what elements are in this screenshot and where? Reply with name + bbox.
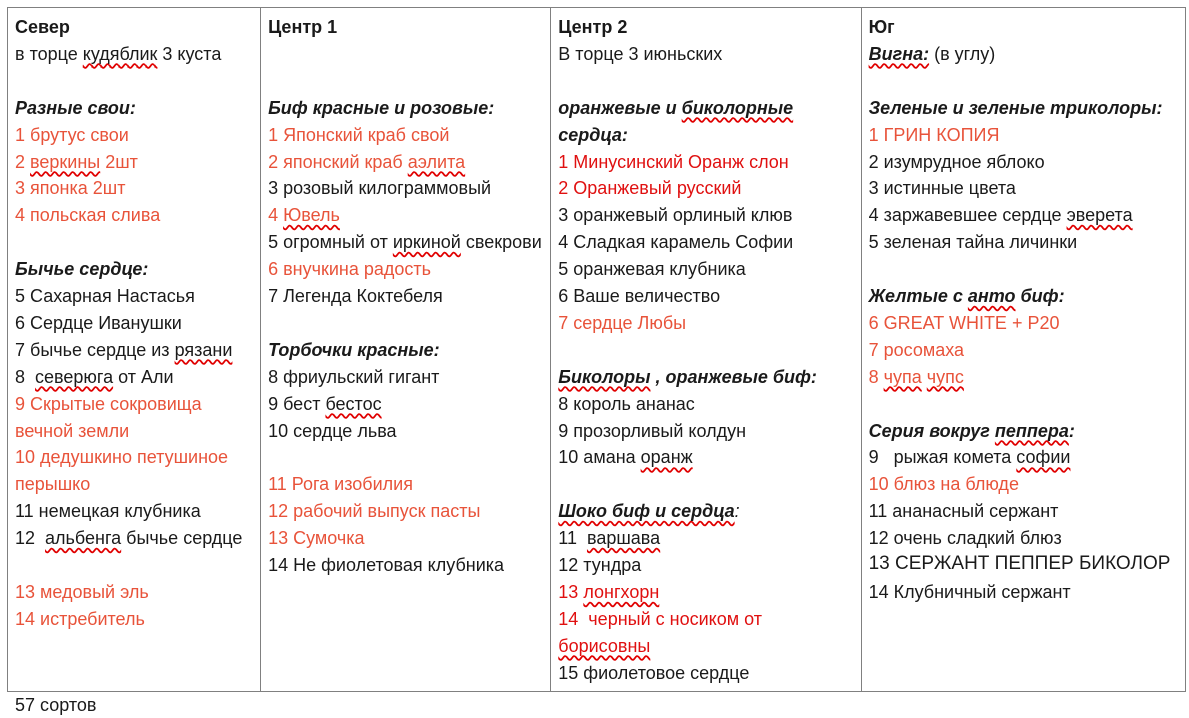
group-heading: Желтые с анто биф:	[868, 286, 1065, 307]
total-count: 57 сортов	[15, 695, 97, 715]
spacer	[869, 68, 1178, 95]
list-item: 8 чупа чупс	[868, 366, 964, 387]
list-item: 8 фриульский гигант	[268, 366, 440, 387]
list-item: 7 Легенда Коктебеля	[268, 286, 443, 307]
list-item: 2 изумрудное яблоко	[868, 151, 1045, 172]
list-item: 5 огромный от иркиной свекрови	[268, 232, 542, 253]
column-subtitle: в торце кудяблик 3 куста	[15, 43, 222, 64]
list-item: 1 Японский краб свой	[268, 124, 450, 145]
group-heading: оранжевые и биколорные сердца:	[558, 97, 794, 145]
group-heading: Торбочки красные:	[268, 339, 440, 360]
list-item: 13 Сумочка	[268, 528, 365, 549]
list-item: 1 ГРИН КОПИЯ	[868, 124, 1000, 145]
list-item: 13 лонгхорн	[558, 581, 660, 602]
list-item: 6 GREAT WHITE + P20	[868, 312, 1060, 333]
list-item: 14 черный с носиком от борисовны	[558, 608, 762, 656]
list-item: 8 северюга от Али	[15, 366, 174, 387]
group-heading: Зеленые и зеленые триколоры:	[868, 97, 1163, 118]
list-item: 14 Не фиолетовая клубника	[268, 555, 505, 576]
list-item: 15 фиолетовое сердце	[558, 662, 750, 683]
spacer	[268, 310, 543, 337]
column-center-2	[551, 8, 861, 692]
column-north	[8, 8, 261, 692]
spacer	[268, 68, 543, 95]
column-title: Центр 2	[558, 17, 628, 37]
column-title: Юг	[868, 17, 895, 37]
list-item: 10 дедушкино петушиное перышко	[15, 447, 229, 495]
list-item: 7 сердце Любы	[558, 312, 687, 333]
list-item: 5 зеленая тайна личинки	[868, 232, 1078, 253]
list-item: 7 бычье сердце из рязани	[15, 339, 233, 360]
list-item: 9 Скрытые сокровища вечной земли	[15, 393, 202, 441]
list-item: 4 Сладкая карамель Софии	[558, 232, 794, 253]
list-item: 11 варшава	[558, 528, 661, 549]
spacer	[558, 471, 853, 498]
list-item: 5 оранжевая клубника	[558, 259, 746, 280]
list-item: 13 СЕРЖАНТ ПЕППЕР БИКОЛОР	[868, 553, 1171, 575]
column-center-1	[261, 8, 551, 692]
list-item: 2 японский краб аэлита	[268, 151, 466, 172]
spacer	[15, 229, 253, 256]
list-item: 11 немецкая клубника	[15, 501, 201, 522]
column-title: Север	[15, 17, 70, 37]
list-item: 6 Сердце Иванушки	[15, 312, 182, 333]
spacer	[558, 68, 853, 95]
group-heading: Биф красные и розовые:	[268, 97, 495, 118]
list-item: 1 Минусинский Оранж слон	[558, 151, 789, 172]
spacer	[15, 552, 253, 579]
list-item: 4 заржавевшее сердце эверета	[868, 205, 1133, 226]
list-item: 1 брутус свои	[15, 124, 129, 145]
spacer	[15, 68, 253, 95]
list-item: 12 тундра	[558, 555, 642, 576]
spacer	[558, 337, 853, 364]
list-item: 5 Сахарная Настасья	[15, 286, 195, 307]
list-item: 11 ананасный сержант	[868, 501, 1059, 522]
group-heading: Биколоры , оранжевые биф:	[558, 366, 817, 387]
column-subtitle: В торце 3 июньских	[558, 43, 723, 64]
list-item: 4 Ювель	[268, 205, 340, 226]
list-item: 9 бест бестос	[268, 393, 382, 414]
list-item: 9 прозорливый колдун	[558, 420, 747, 441]
list-item: 14 Клубничный сержант	[868, 581, 1071, 602]
group-heading: Бычье сердце:	[15, 259, 149, 280]
list-item: 13 медовый эль	[15, 581, 149, 602]
list-item: 11 Рога изобилия	[268, 474, 413, 495]
list-item: 2 Оранжевый русский	[558, 178, 742, 199]
list-item: 3 истинные цвета	[868, 178, 1016, 199]
list-item: 9 рыжая комета софии	[868, 447, 1071, 468]
list-item: 3 оранжевый орлиный клюв	[558, 205, 793, 226]
column-subtitle: Вигна: (в углу)	[868, 43, 996, 64]
list-item: 12 рабочий выпуск пасты	[268, 501, 481, 522]
list-item: 3 розовый килограммовый	[268, 178, 492, 199]
spacer	[268, 444, 543, 471]
spacer	[869, 256, 1178, 283]
list-item: 10 сердце льва	[268, 420, 397, 441]
list-item: 14 истребитель	[15, 608, 145, 629]
list-item: 6 Ваше величество	[558, 286, 721, 307]
group-heading: Серия вокруг пеппера:	[868, 420, 1075, 441]
group-heading: Шоко биф и сердца:	[558, 501, 740, 522]
group-heading: Разные свои:	[15, 97, 136, 118]
list-item: 12 очень сладкий блюз	[868, 528, 1062, 549]
list-item: 10 амана оранж	[558, 447, 693, 468]
list-item: 10 блюз на блюде	[868, 474, 1019, 495]
varieties-table	[7, 7, 1186, 692]
list-item: 6 внучкина радость	[268, 259, 431, 280]
spacer	[268, 41, 543, 68]
column-title: Центр 1	[268, 17, 338, 37]
list-item: 2 веркины 2шт	[15, 151, 138, 172]
list-item: 4 польская слива	[15, 205, 161, 226]
list-item: 8 король ананас	[558, 393, 695, 414]
spacer	[869, 391, 1178, 418]
list-item: 12 альбенга бычье сердце	[15, 528, 243, 549]
column-south	[861, 8, 1185, 692]
list-item: 7 росомаха	[868, 339, 965, 360]
list-item: 3 японка 2шт	[15, 178, 126, 199]
